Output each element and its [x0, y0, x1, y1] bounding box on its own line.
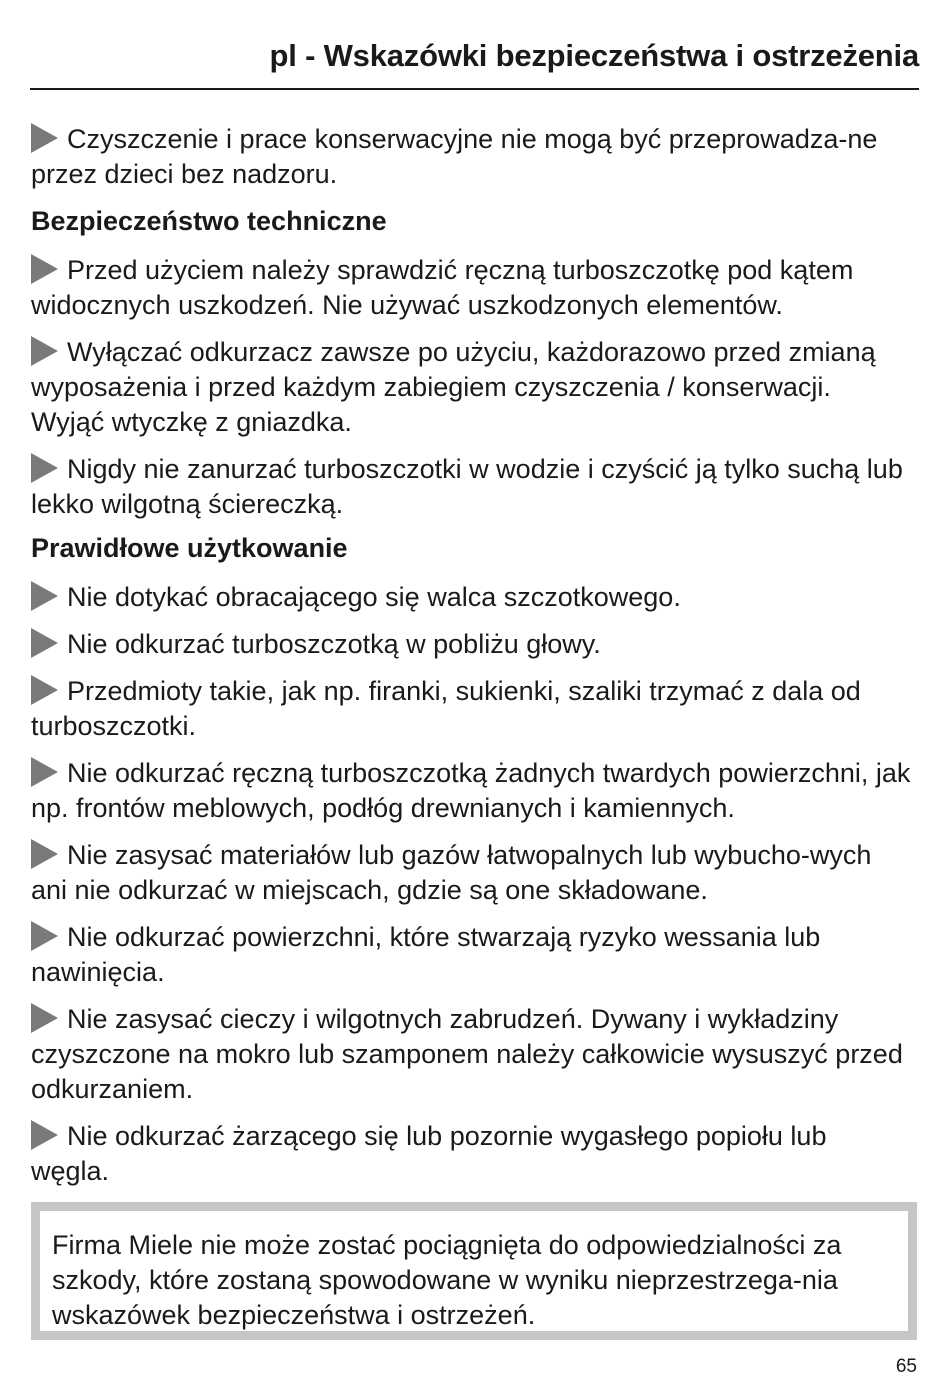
list-item — [31, 627, 911, 662]
list-item-text: Przed użyciem należy sprawdzić ręczną turboszczotkę pod kątem widocznych uszkodzeń. Nie używać uszkodzonych elementów. — [31, 255, 854, 320]
list-item-text: Przedmioty takie, jak np. firanki, sukienki, szaliki trzymać z dala od turboszczotki. — [31, 676, 861, 741]
list-item — [31, 756, 911, 826]
list-item-text: Nigdy nie zanurzać turboszczotki w wodzie i czyścić ją tylko suchą lub lekko wilgotną ściereczką. — [31, 454, 903, 519]
list-item — [31, 1119, 911, 1189]
bullet-triangle-icon — [31, 675, 58, 705]
page-header — [30, 30, 919, 90]
list-item-text: Nie odkurzać powierzchni, które stwarzają ryzyko wessania lub nawinięcia. — [31, 922, 821, 987]
section-heading-proper-use: Prawidłowe użytkowanie — [31, 533, 348, 563]
intro-text: Czyszczenie i prace konserwacyjne nie mogą być przeprowadza-ne przez dzieci bez nadzoru. — [31, 124, 878, 189]
bullet-triangle-icon — [31, 254, 58, 284]
page-title: pl - Wskazówki bezpieczeństwa i ostrzeżenia — [269, 38, 919, 73]
list-item-text: Nie odkurzać ręczną turboszczotką żadnych twardych powierzchni, jak np. frontów meblowych, podłóg drewnianych i kamiennych. — [31, 758, 911, 823]
list-item — [31, 1002, 911, 1107]
section-heading-technical-safety: Bezpieczeństwo techniczne — [31, 206, 387, 236]
bullet-triangle-icon — [31, 123, 58, 153]
list-item — [31, 253, 911, 323]
document-body — [31, 122, 911, 1201]
page-number: 65 — [895, 1356, 917, 1377]
list-item — [31, 674, 911, 744]
bullet-triangle-icon — [31, 453, 58, 483]
list-item — [31, 335, 911, 440]
liability-notice-text: Firma Miele nie może zostać pociągnięta do odpowiedzialności za szkody, które zostaną spowodowane w wyniku nieprzestrzega-nia wskazówek bezpieczeństwa i ostrzeżeń. — [52, 1230, 842, 1330]
list-item — [31, 920, 911, 990]
list-item — [31, 580, 911, 615]
bullet-triangle-icon — [31, 581, 58, 611]
bullet-triangle-icon — [31, 921, 58, 951]
bullet-triangle-icon — [31, 1120, 58, 1150]
list-item-text: Nie odkurzać turboszczotką w pobliżu głowy. — [67, 629, 601, 659]
list-item-text: Nie odkurzać żarzącego się lub pozornie wygasłego popiołu lub węgla. — [31, 1121, 827, 1186]
bullet-triangle-icon — [31, 336, 58, 366]
intro-paragraph — [31, 122, 911, 192]
list-item — [31, 452, 911, 522]
list-item-text: Nie dotykać obracającego się walca szczotkowego. — [67, 582, 681, 612]
liability-notice-box — [31, 1202, 917, 1340]
list-item-text: Nie zasysać materiałów lub gazów łatwopalnych lub wybucho-wych ani nie odkurzać w miejscach, gdzie są one składowane. — [31, 840, 872, 905]
list-item — [31, 838, 911, 908]
bullet-triangle-icon — [31, 757, 58, 787]
list-item-text: Wyłączać odkurzacz zawsze po użyciu, każdorazowo przed zmianą wyposażenia i przed każdym zabiegiem czyszczenia / konserwacji. Wyjąć wtyczkę z gniazdka. — [31, 337, 876, 437]
bullet-triangle-icon — [31, 628, 58, 658]
list-item-text: Nie zasysać cieczy i wilgotnych zabrudzeń. Dywany i wykładziny czyszczone na mokro lub szamponem należy całkowicie wysuszyć przed odkurzaniem. — [31, 1004, 903, 1104]
bullet-triangle-icon — [31, 839, 58, 869]
bullet-triangle-icon — [31, 1003, 58, 1033]
